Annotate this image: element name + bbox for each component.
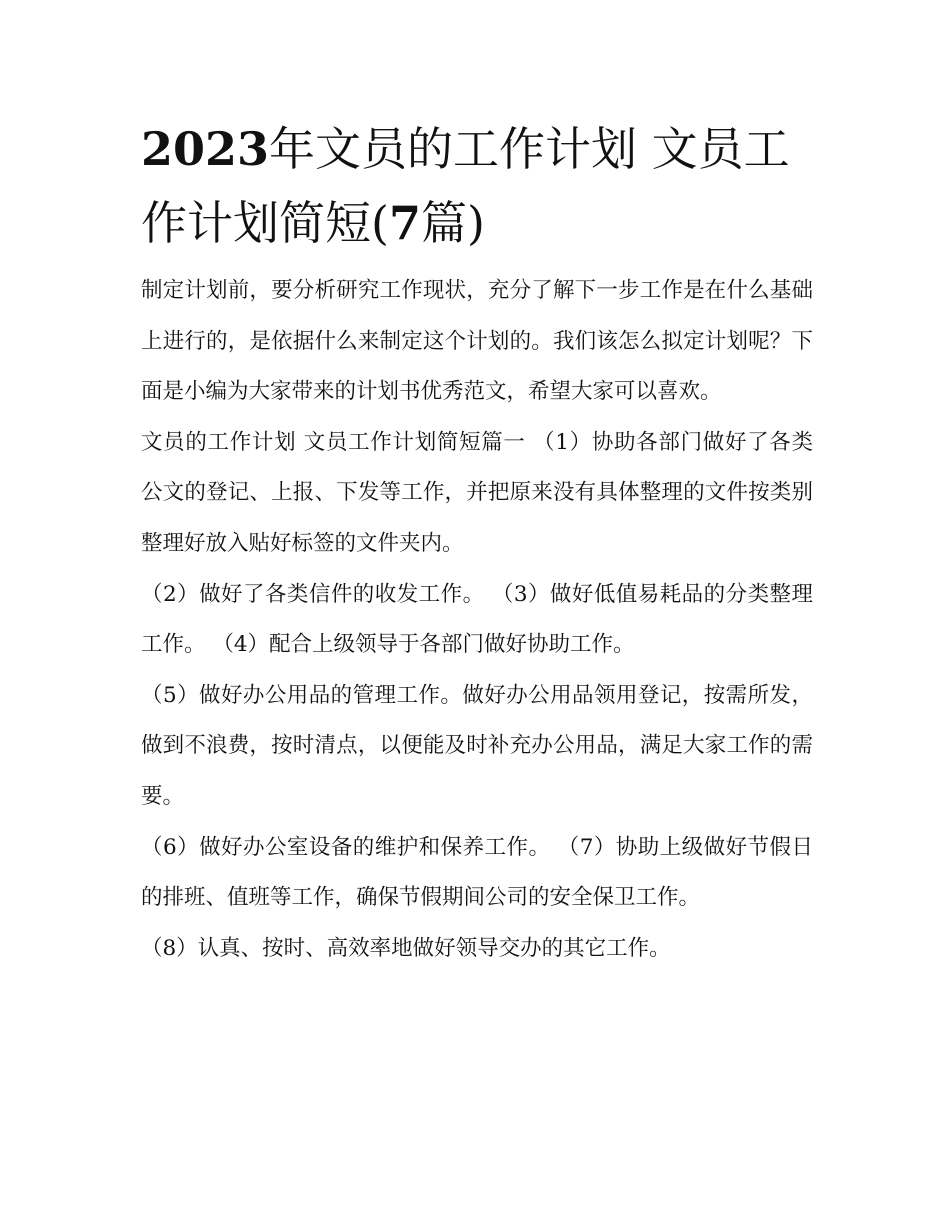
paragraph-item-8: （8）认真、按时、高效率地做好领导交办的其它工作。 [141, 935, 671, 961]
title-count: 7 [388, 196, 421, 250]
paragraph-item-5: （5）做好办公用品的管理工作。做好办公用品领用登记，按需所发，做到不浪费，按时清点，以便能及时补充办公用品，满足大家工作的需要。 [141, 682, 813, 809]
paragraph-intro: 制定计划前，要分析研究工作现状，充分了解下一步工作是在什么基础上进行的，是依据什么来制定这个计划的。我们该怎么拟定计划呢？下面是小编为大家带来的计划书优秀范文，希望大家可以喜欢。 [141, 278, 813, 405]
title-suffix: 篇) [420, 196, 485, 250]
document-title [141, 112, 813, 260]
paragraph-items-2-4: （2）做好了各类信件的收发工作。 （3）做好低值易耗品的分类整理工作。 （4）配合上级领导于各部门做好协助工作。 [141, 581, 813, 658]
title-main: 年文员的工作计划 文员工作计划简短( [141, 122, 790, 250]
title-year: 2023 [141, 122, 270, 176]
document-body [141, 112, 813, 974]
paragraph-items-6-7: （6）做好办公室设备的维护和保养工作。 （7）协助上级做好节假日的排班、值班等工作，确保节假期间公司的安全保卫工作。 [141, 834, 813, 911]
paragraph-item-1: 文员的工作计划 文员工作计划简短篇一 （1）协助各部门做好了各类公文的登记、上报、下发等工作，并把原来没有具体整理的文件按类别整理好放入贴好标签的文件夹内。 [141, 429, 813, 556]
